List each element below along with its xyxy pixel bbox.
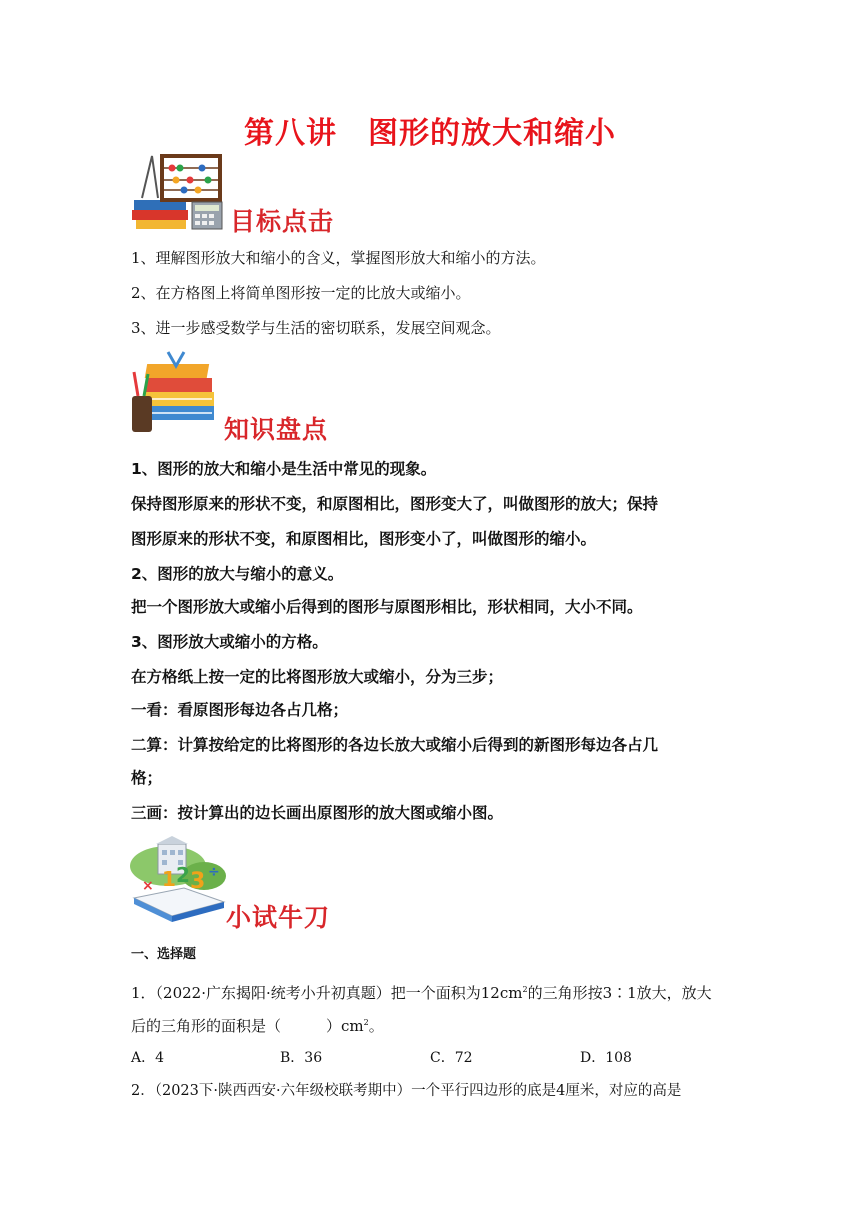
question-1-line-2 — [131, 1013, 384, 1036]
q1-option-a: A．4 — [131, 1050, 165, 1066]
goal-item: 3、进一步感受数学与生活的密切联系，发展空间观念。 — [131, 319, 501, 337]
books-pen-holder-icon — [128, 348, 224, 436]
goal-item: 1、理解图形放大和缩小的含义，掌握图形放大和缩小的方法。 — [131, 249, 546, 267]
q1-option-c: C．72 — [430, 1050, 473, 1066]
q1-sup-1: 2 — [522, 985, 528, 994]
q1-text-b: 的三角形按3∶1放大，放大 — [527, 984, 712, 1002]
q1-option-b: B．36 — [280, 1050, 323, 1066]
svg-text:1: 1 — [162, 867, 176, 891]
knowledge-line: 2、图形的放大与缩小的意义。 — [131, 565, 344, 583]
knowledge-line: 3、图形放大或缩小的方格。 — [131, 633, 328, 651]
knowledge-line: 格； — [131, 769, 163, 787]
q1-text-a: 1．（2022·广东揭阳·统考小升初真题）把一个面积为12cm — [131, 984, 523, 1002]
practice-section-header — [128, 836, 348, 932]
knowledge-section-title: 知识盘点 — [224, 415, 329, 444]
knowledge-line: 图形原来的形状不变，和原图相比，图形变小了，叫做图形的缩小。 — [131, 530, 597, 548]
svg-text:2: 2 — [176, 863, 190, 887]
knowledge-section-header — [128, 348, 348, 444]
question-group-heading: 一、选择题 — [131, 947, 197, 962]
knowledge-line: 二算：计算按给定的比将图形的各边长放大或缩小后得到的新图形每边各占几 — [131, 736, 659, 754]
q1-option-d: D．108 — [580, 1050, 632, 1066]
school-numbers-icon — [128, 836, 228, 928]
q1-text-d: 。 — [368, 1017, 384, 1035]
knowledge-line: 在方格纸上按一定的比将图形放大或缩小，分为三步； — [131, 668, 504, 686]
question-1-line-1 — [131, 980, 712, 1003]
knowledge-line: 把一个图形放大或缩小后得到的图形与原图形相比，形状相同，大小不同。 — [131, 598, 643, 616]
q1-text-c: 后的三角形的面积是（ ）cm — [131, 1017, 364, 1035]
goals-section-title: 目标点击 — [230, 207, 335, 236]
knowledge-line: 一看：看原图形每边各占几格； — [131, 701, 349, 719]
question-2-line-1: 2．（2023下·陕西西安·六年级校联考期中）一个平行四边形的底是4厘米，对应的高是 — [131, 1083, 682, 1099]
knowledge-line: 保持图形原来的形状不变，和原图相比，图形变大了，叫做图形的放大；保持 — [131, 495, 659, 513]
svg-text:÷: ÷ — [208, 864, 220, 880]
goals-section-header — [128, 150, 348, 234]
q1-sup-2: 2 — [363, 1018, 369, 1027]
knowledge-line: 1、图形的放大和缩小是生活中常见的现象。 — [131, 460, 437, 478]
svg-text:3: 3 — [190, 869, 206, 894]
page-title: 第八讲 图形的放大和缩小 — [244, 116, 616, 151]
goal-item: 2、在方格图上将简单图形按一定的比放大或缩小。 — [131, 284, 471, 302]
svg-text:×: × — [142, 878, 154, 894]
practice-section-title: 小试牛刀 — [226, 903, 331, 932]
abacus-books-icon — [128, 150, 228, 232]
knowledge-line: 三画：按计算出的边长画出原图形的放大图或缩小图。 — [131, 804, 504, 822]
